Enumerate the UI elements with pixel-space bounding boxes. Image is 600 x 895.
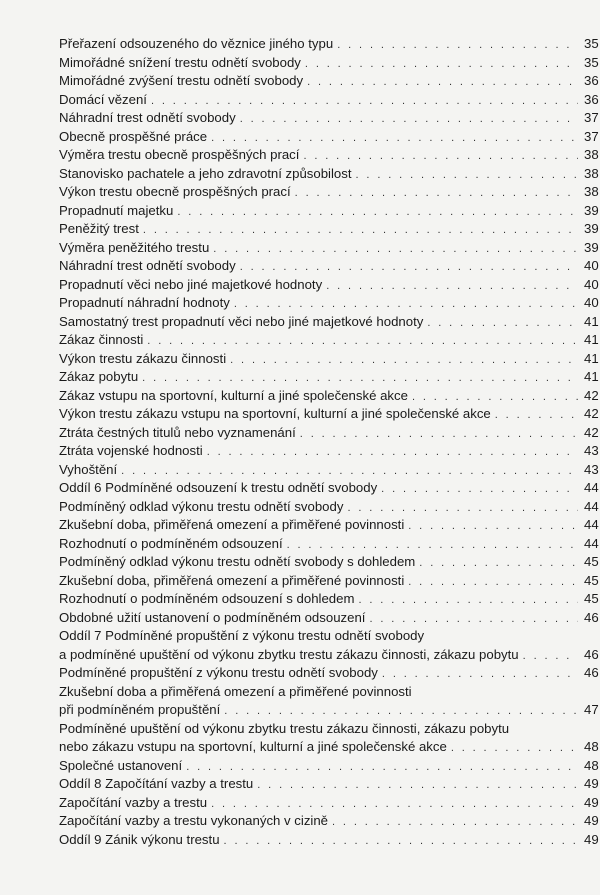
toc-entry-page: 45 — [584, 572, 599, 588]
toc-entry[interactable] — [59, 794, 600, 813]
table-of-contents — [59, 35, 600, 849]
toc-entry[interactable] — [59, 812, 600, 831]
toc-entry-title: Přeřazení odsouzeného do věznice jiného typu — [59, 36, 334, 51]
toc-entry-title: Zkušební doba, přiměřená omezení a přiměřené povinnosti — [59, 517, 405, 532]
toc-entry-page: 35 — [584, 36, 599, 51]
toc-entry-title: Vyhoštění — [59, 461, 118, 477]
toc-entry[interactable] — [59, 701, 600, 720]
toc-entry[interactable] — [59, 146, 600, 165]
dot-leader — [207, 443, 578, 462]
toc-entry-page: 41 — [584, 369, 599, 384]
toc-entry-title: Výměra peněžitého trestu — [59, 239, 210, 255]
toc-entry-title: Zákaz činnosti — [59, 332, 144, 347]
toc-entry-page: 44 — [584, 498, 599, 514]
toc-entry-title: Obdobné užití ustanovení o podmíněném odsouzení — [59, 609, 366, 625]
toc-entry-title: Samostatný trest propadnutí věci nebo jiné majetkové hodnoty — [59, 313, 424, 329]
dot-leader — [143, 221, 578, 240]
toc-entry-title: Zákaz vstupu na sportovní, kulturní a jiné společenské akce — [59, 387, 408, 403]
toc-entry-page: 41 — [584, 350, 599, 366]
toc-entry-page: 44 — [584, 535, 599, 551]
toc-entry-title: Oddíl 7 Podmíněné propuštění z výkonu trestu odnětí svobody — [59, 628, 425, 643]
toc-entry[interactable] — [59, 627, 600, 646]
toc-entry[interactable] — [59, 220, 600, 239]
toc-entry-page: 39 — [584, 239, 599, 255]
toc-entry[interactable] — [59, 331, 600, 350]
toc-entry-title: Ztráta čestných titulů nebo vyznamenání — [59, 424, 296, 440]
toc-entry-title: Náhradní trest odnětí svobody — [59, 110, 236, 125]
dot-leader — [495, 406, 578, 425]
toc-entry-page: 37 — [584, 128, 599, 144]
toc-entry[interactable] — [59, 590, 600, 609]
dot-leader — [427, 314, 578, 333]
toc-entry-title: Podmíněné upuštění od výkonu zbytku trestu zákazu činnosti, zákazu pobytu — [59, 720, 510, 736]
dot-leader — [186, 758, 578, 777]
toc-entry-page: 36 — [584, 73, 599, 88]
toc-entry-page: 48 — [584, 757, 599, 773]
dot-leader — [224, 702, 578, 721]
toc-entry-page: 49 — [584, 794, 599, 810]
toc-entry[interactable] — [59, 257, 600, 276]
toc-entry-page: 38 — [584, 147, 599, 162]
toc-entry-title: Zkušební doba, přiměřená omezení a přiměřené povinnosti — [59, 572, 405, 588]
toc-entry-page: 41 — [584, 332, 599, 347]
toc-entry[interactable] — [59, 239, 600, 258]
toc-entry-page: 46 — [584, 665, 599, 680]
toc-entry[interactable] — [59, 276, 600, 295]
toc-entry[interactable] — [59, 646, 600, 665]
toc-entry-title: Výkon trestu zákazu vstupu na sportovní, kulturní a jiné společenské akce — [59, 406, 491, 421]
dot-leader — [303, 147, 578, 166]
dot-leader — [287, 536, 578, 555]
dot-leader — [142, 369, 578, 388]
toc-entry-page: 38 — [584, 184, 599, 199]
toc-entry-title: Mimořádné zvýšení trestu odnětí svobody — [59, 73, 304, 88]
toc-entry-title: Započítání vazby a trestu — [59, 794, 208, 810]
dot-leader — [307, 73, 578, 92]
dot-leader — [211, 795, 578, 814]
toc-entry-title: Stanovisko pachatele a jeho zdravotní způsobilost — [59, 165, 352, 181]
dot-leader — [224, 832, 578, 851]
toc-entry-page: 39 — [584, 221, 599, 236]
dot-leader — [295, 184, 578, 203]
dot-leader — [408, 517, 578, 536]
toc-entry-title: Mimořádné snížení trestu odnětí svobody — [59, 54, 301, 70]
toc-entry-page: 45 — [584, 591, 599, 606]
toc-entry[interactable] — [59, 498, 600, 517]
toc-entry[interactable] — [59, 442, 600, 461]
toc-entry-title: Započítání vazby a trestu vykonaných v cizině — [59, 813, 329, 828]
dot-leader — [240, 258, 578, 277]
toc-entry[interactable] — [59, 313, 600, 332]
toc-entry[interactable] — [59, 72, 600, 91]
toc-entry-title: Podmíněný odklad výkonu trestu odnětí svobody s dohledem — [59, 554, 416, 569]
toc-entry-title: nebo zákazu vstupu na sportovní, kulturní a jiné společenské akce — [59, 739, 447, 754]
toc-entry-title: Výměra trestu obecně prospěšných prací — [59, 147, 300, 162]
toc-entry[interactable] — [59, 35, 600, 54]
dot-leader — [147, 332, 578, 351]
dot-leader — [412, 388, 578, 407]
toc-entry[interactable] — [59, 479, 600, 498]
dot-leader — [332, 813, 578, 832]
toc-entry[interactable] — [59, 738, 600, 757]
dot-leader — [240, 110, 578, 129]
dot-leader — [305, 55, 578, 74]
toc-entry-title: Propadnutí náhradní hodnoty — [59, 295, 230, 310]
dot-leader — [337, 36, 578, 55]
toc-entry[interactable] — [59, 183, 600, 202]
toc-entry-title: při podmíněném propuštění — [59, 702, 221, 717]
toc-entry[interactable] — [59, 720, 600, 739]
toc-entry-title: Podmíněný odklad výkonu trestu odnětí svobody — [59, 498, 344, 514]
toc-entry-title: Peněžitý trest — [59, 221, 139, 236]
toc-entry-page: 36 — [584, 91, 599, 107]
toc-entry-page: 42 — [584, 387, 599, 403]
dot-leader — [356, 166, 578, 185]
toc-entry-page: 43 — [584, 443, 599, 458]
dot-leader — [121, 462, 578, 481]
toc-entry[interactable] — [59, 609, 600, 628]
dot-leader — [358, 591, 578, 610]
dot-leader — [234, 295, 578, 314]
dot-leader — [382, 665, 578, 684]
toc-entry[interactable] — [59, 775, 600, 794]
dot-leader — [381, 480, 578, 499]
toc-entry-title: Propadnutí majetku — [59, 202, 174, 218]
toc-entry-title: Rozhodnutí o podmíněném odsouzení — [59, 535, 283, 551]
toc-entry[interactable] — [59, 405, 600, 424]
dot-leader — [419, 554, 578, 573]
toc-entry-page: 35 — [584, 54, 599, 70]
toc-entry-title: Obecně prospěšné práce — [59, 128, 208, 144]
dot-leader — [347, 499, 578, 518]
toc-entry-page: 41 — [584, 313, 599, 329]
toc-entry-page: 47 — [584, 702, 599, 717]
dot-leader — [151, 92, 578, 111]
toc-entry-title: Výkon trestu zákazu činnosti — [59, 350, 227, 366]
toc-entry[interactable] — [59, 757, 600, 776]
toc-entry[interactable] — [59, 128, 600, 147]
toc-entry[interactable] — [59, 109, 600, 128]
toc-entry[interactable] — [59, 516, 600, 535]
toc-entry-title: Oddíl 6 Podmíněné odsouzení k trestu odnětí svobody — [59, 480, 378, 495]
toc-entry-page: 38 — [584, 165, 599, 181]
dot-leader — [451, 739, 578, 758]
toc-entry[interactable] — [59, 553, 600, 572]
dot-leader — [326, 277, 578, 296]
toc-entry-title: Zkušební doba a přiměřená omezení a přiměřené povinnosti — [59, 683, 412, 699]
toc-entry[interactable] — [59, 535, 600, 554]
toc-entry-title: Domácí vězení — [59, 91, 147, 107]
toc-entry[interactable] — [59, 387, 600, 406]
toc-entry-page: 37 — [584, 110, 599, 125]
toc-entry[interactable] — [59, 831, 600, 850]
toc-entry-page: 46 — [584, 646, 599, 662]
toc-entry-title: Společné ustanovení — [59, 757, 183, 773]
dot-leader — [523, 647, 578, 666]
dot-leader — [230, 351, 578, 370]
toc-entry-page: 44 — [584, 517, 599, 532]
toc-entry[interactable] — [59, 461, 600, 480]
toc-entry-page: 48 — [584, 739, 599, 754]
toc-entry-title: Ztráta vojenské hodnosti — [59, 443, 203, 458]
toc-entry-title: Rozhodnutí o podmíněném odsouzení s dohledem — [59, 591, 355, 606]
toc-entry-page: 40 — [584, 258, 599, 273]
toc-entry[interactable] — [59, 664, 600, 683]
toc-entry-page: 40 — [584, 295, 599, 310]
toc-entry-title: Podmíněné propuštění z výkonu trestu odnětí svobody — [59, 665, 378, 680]
toc-entry[interactable] — [59, 350, 600, 369]
dot-leader — [369, 610, 578, 629]
toc-entry-page: 44 — [584, 480, 599, 495]
toc-entry-page: 42 — [584, 424, 599, 440]
toc-entry-page: 42 — [584, 406, 599, 421]
dot-leader — [177, 203, 578, 222]
toc-entry-page: 43 — [584, 461, 599, 477]
dot-leader — [408, 573, 578, 592]
toc-entry[interactable] — [59, 54, 600, 73]
toc-entry-page: 46 — [584, 609, 599, 625]
toc-entry-title: Náhradní trest odnětí svobody — [59, 258, 236, 273]
toc-entry[interactable] — [59, 165, 600, 184]
toc-entry[interactable] — [59, 572, 600, 591]
toc-entry-title: a podmíněné upuštění od výkonu zbytku trestu zákazu činnosti, zákazu pobytu — [59, 646, 519, 662]
toc-entry[interactable] — [59, 368, 600, 387]
dot-leader — [213, 240, 578, 259]
toc-entry-title: Zákaz pobytu — [59, 369, 139, 384]
toc-entry-title: Oddíl 8 Započítání vazby a trestu — [59, 776, 254, 791]
toc-entry[interactable] — [59, 294, 600, 313]
toc-entry[interactable] — [59, 683, 600, 702]
toc-entry-page: 49 — [584, 831, 599, 847]
toc-entry[interactable] — [59, 424, 600, 443]
dot-leader — [211, 129, 578, 148]
dot-leader — [257, 776, 578, 795]
toc-entry[interactable] — [59, 202, 600, 221]
toc-entry-title: Propadnutí věci nebo jiné majetkové hodnoty — [59, 276, 323, 292]
toc-entry-page: 49 — [584, 813, 599, 828]
toc-entry-page: 49 — [584, 776, 599, 791]
toc-entry-title: Oddíl 9 Zánik výkonu trestu — [59, 831, 220, 847]
dot-leader — [300, 425, 578, 444]
toc-entry-page: 45 — [584, 554, 599, 569]
toc-entry-title: Výkon trestu obecně prospěšných prací — [59, 184, 291, 199]
toc-entry-page: 39 — [584, 202, 599, 218]
toc-entry[interactable] — [59, 91, 600, 110]
toc-entry-page: 40 — [584, 276, 599, 292]
